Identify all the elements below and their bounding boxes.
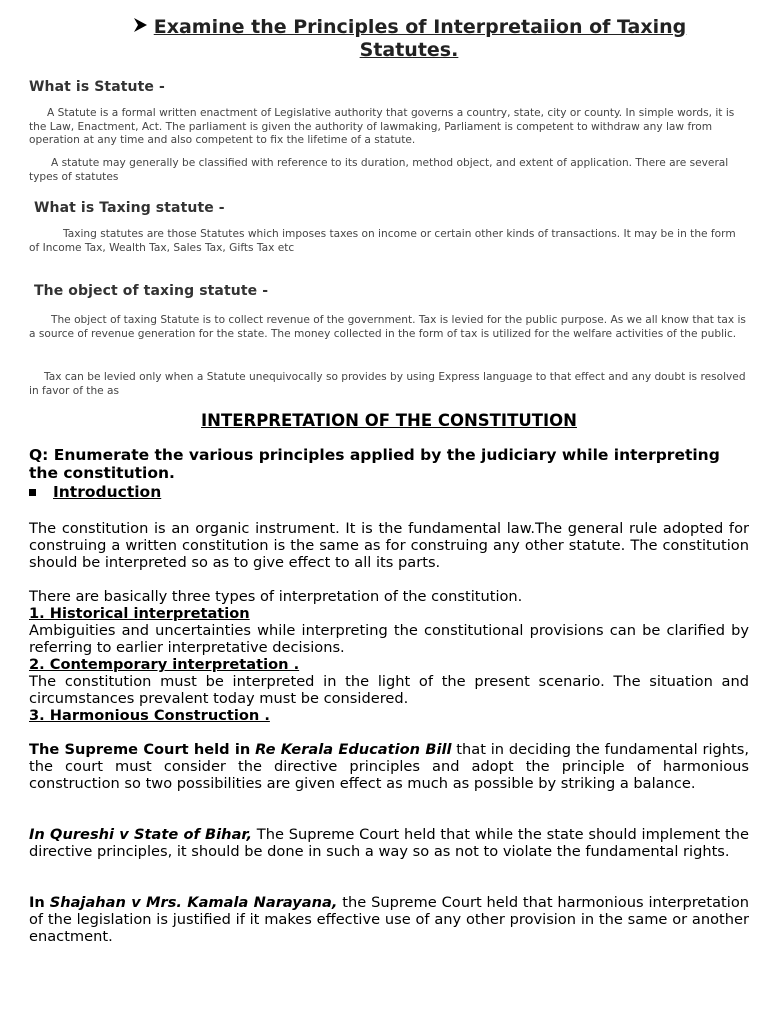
historical-heading: 1. Historical interpretation bbox=[29, 605, 250, 622]
shajahan-case-paragraph: In Shajahan v Mrs. Kamala Narayana, the Supreme Court held that harmonious interpretation of the legislation is justified if it makes effective use of any other provision in the same or another enactment. bbox=[29, 894, 749, 945]
statute-paragraph-2: A statute may generally be classified with reference to its duration, method object, and extent of application. There are several types of statutes bbox=[29, 157, 729, 183]
introduction-paragraph: The constitution is an organic instrument. It is the fundamental law.The general rule adopted for construing a written constitution is the same as for construing any other statute. The constitution should be interpreted so as to give effect to all its parts. bbox=[29, 520, 749, 571]
taxing-paragraph-1: Taxing statutes are those Statutes which imposes taxes on income or certain other kinds of transactions. It may be in the form of Income Tax, Wealth Tax, Sales Tax, Gifts Tax etc bbox=[29, 228, 736, 254]
arrow-bullet-icon bbox=[132, 16, 148, 39]
statute-heading: What is Statute - bbox=[29, 79, 165, 95]
historical-paragraph: Ambiguities and uncertainties while interpreting the constitutional provisions can be clarified by referring to earlier interpretative decisions. bbox=[29, 622, 749, 656]
title-text: Examine the Principles of Interpretaiion of Taxing Statutes. bbox=[153, 16, 687, 61]
contemporary-paragraph: The constitution must be interpreted in the light of the present scenario. The situation and circumstances prevalent today must be considered. bbox=[29, 673, 749, 707]
harmonious-heading: 3. Harmonious Construction . bbox=[29, 707, 270, 724]
square-bullet-icon bbox=[29, 489, 36, 496]
qureshi-case-paragraph: In Qureshi v State of Bihar, The Supreme Court held that while the state should implement the directive principles, it should be done in such a way so as not to violate the fundamental rights. bbox=[29, 826, 749, 860]
types-paragraph: There are basically three types of interpretation of the constitution. bbox=[29, 588, 523, 605]
contemporary-heading: 2. Contemporary interpretation . bbox=[29, 656, 300, 673]
kerala-case-paragraph: The Supreme Court held in Re Kerala Education Bill that in deciding the fundamental rights, the court must consider the directive principles and adopt the principle of harmonious construction so two possibilities are given effect as much as possible by striking a balance. bbox=[29, 741, 749, 792]
statute-paragraph-1: A Statute is a formal written enactment of Legislative authority that governs a country, state, city or county. In simple words, it is the Law, Enactment, Act. The parliament is given the authority of lawmaking, Parliament is competent to withdraw any law from operation at any time and also competent to fix the lifetime of a statute. bbox=[29, 107, 735, 146]
object-heading: The object of taxing statute - bbox=[34, 283, 269, 299]
question-text: Q: Enumerate the various principles applied by the judiciary while interpreting the constitution. bbox=[29, 446, 720, 482]
document-title bbox=[99, 16, 719, 62]
taxing-heading: What is Taxing statute - bbox=[34, 200, 225, 216]
introduction-heading: Introduction bbox=[53, 483, 161, 501]
object-paragraph-1: The object of taxing Statute is to collect revenue of the government. Tax is levied for the public purpose. As we all know that tax is a source of revenue generation for the state. The money collected in the form of tax is utilized for the welfare activities of the public. bbox=[29, 314, 746, 340]
object-paragraph-2: Tax can be levied only when a Statute unequivocally so provides by using Express language to that effect and any doubt is resolved in favor of the as bbox=[29, 371, 746, 397]
constitution-heading: INTERPRETATION OF THE CONSTITUTION bbox=[201, 411, 577, 430]
